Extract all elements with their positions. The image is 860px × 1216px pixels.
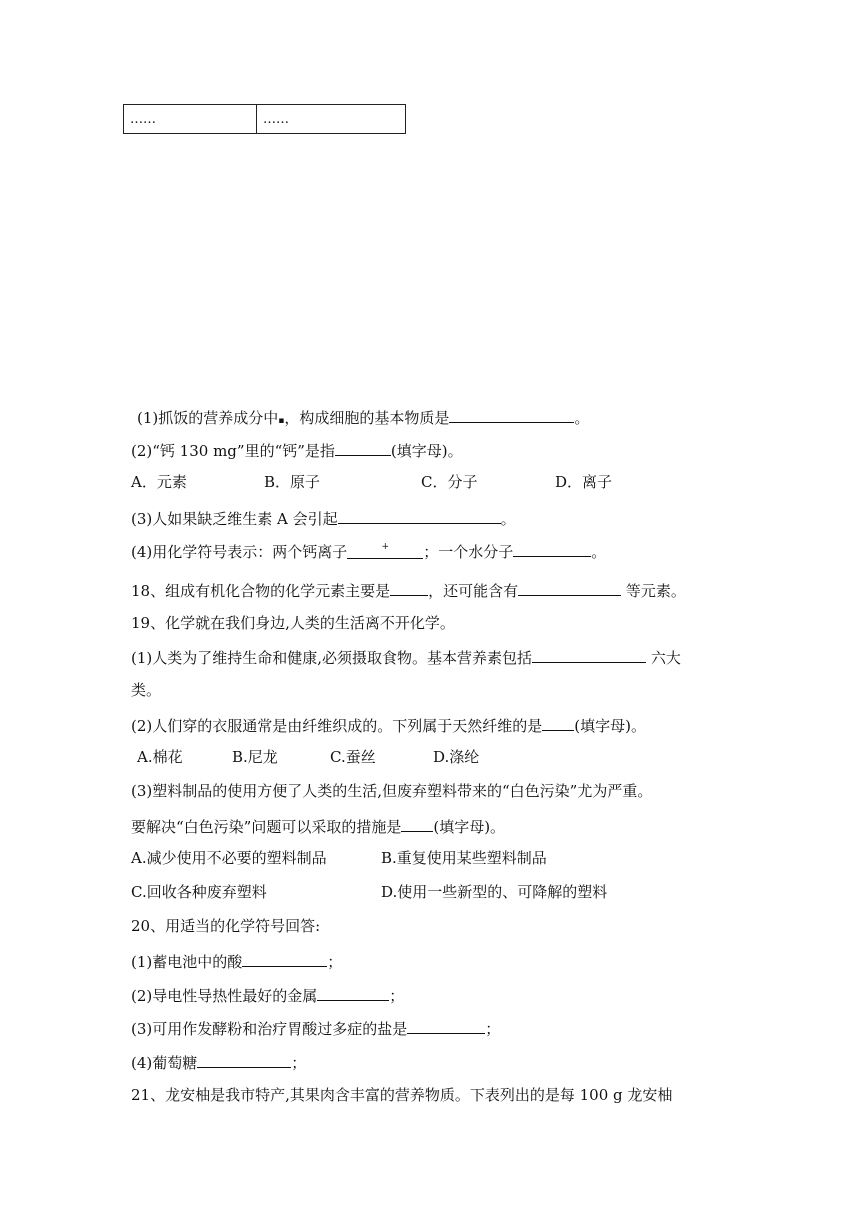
option-d: D.使用一些新型的、可降解的塑料	[381, 883, 608, 901]
answer-blank[interactable]	[513, 540, 591, 557]
q20-part3	[131, 1017, 500, 1039]
q19-stem: 19、化学就在我们身边,人类的生活离不开化学。	[131, 614, 455, 632]
punct: 。	[500, 510, 516, 528]
answer-blank[interactable]	[338, 507, 501, 524]
q17-part4-text: (4)用化学符号表示：两个钙离子	[131, 543, 348, 561]
q17-part3-text: (3)人如果缺乏维生素 A 会引起	[131, 510, 338, 528]
q19-part3-text: 要解决“白色污染”问题可以采取的措施是	[131, 818, 402, 836]
q17-part1	[137, 406, 589, 431]
superscript: +	[381, 542, 390, 552]
table-cell: ……	[124, 105, 257, 134]
q20-part4	[131, 1051, 306, 1073]
q17-part1-mark: ▪	[278, 416, 285, 426]
q17-part4	[131, 540, 606, 562]
q20-part1-text: (1)蓄电池中的酸	[131, 953, 243, 971]
q19-part3-text-b: (填字母)。	[433, 818, 506, 836]
q19-part3-cont	[131, 815, 505, 837]
q19-part3: (3)塑料制品的使用方便了人类的生活,但废弃塑料带来的“白色污染”尤为严重。	[131, 782, 653, 800]
q17-part2-text: (2)“钙 130 mg”里的“钙”是指	[131, 442, 335, 460]
answer-blank[interactable]	[401, 815, 433, 832]
table-row	[124, 105, 406, 134]
q17-part1-text-b: ，构成细胞的基本物质是	[284, 409, 450, 427]
option-b: B.重复使用某些塑料制品	[381, 849, 547, 867]
option-c: C．分子	[421, 473, 478, 491]
answer-blank[interactable]	[317, 984, 389, 1001]
q19-part1	[131, 646, 681, 668]
q20-part4-text: (4)葡萄糖	[131, 1054, 198, 1072]
answer-blank[interactable]	[242, 950, 327, 967]
answer-blank[interactable]	[518, 579, 621, 596]
q19-part1-cont: 类。	[131, 681, 162, 699]
q17-part2	[131, 439, 463, 461]
q19-part2	[131, 714, 646, 736]
option-a: A.棉花	[137, 748, 183, 766]
q17-part2-options	[131, 472, 612, 492]
q20-stem: 20、用适当的化学符号回答:	[131, 917, 321, 935]
data-table	[123, 104, 406, 134]
q19-part2-text: (2)人们穿的衣服通常是由纤维织成的。下列属于天然纤维的是	[131, 717, 543, 735]
q19-part2-options	[137, 747, 479, 767]
punct: ；	[485, 1020, 501, 1038]
option-b: B．原子	[264, 473, 321, 491]
q19-part1-text: (1)人类为了维持生命和健康,必须摄取食物。基本营养素包括	[131, 649, 533, 667]
q19-part1-text-b: 六大	[650, 649, 681, 667]
q20-part2-text: (2)导电性导热性最好的金属	[131, 987, 318, 1005]
option-d: D．离子	[555, 473, 613, 491]
option-a: A.减少使用不必要的塑料制品	[131, 849, 327, 867]
option-c: C.蚕丝	[330, 748, 376, 766]
option-d: D.涤纶	[433, 748, 480, 766]
punct: ；	[327, 953, 343, 971]
q18	[131, 579, 686, 601]
table-cell: ……	[257, 105, 406, 134]
q18-text-b: ，还可能含有	[428, 582, 519, 600]
punct: 。	[574, 409, 590, 427]
q20-part2	[131, 984, 404, 1006]
q19-part3-options-row1	[131, 848, 547, 868]
q20-part3-text: (3)可用作发酵粉和治疗胃酸过多症的盐是	[131, 1020, 408, 1038]
option-b: B.尼龙	[232, 748, 278, 766]
q19-part2-text-b: (填字母)。	[574, 717, 646, 735]
answer-blank[interactable]	[449, 406, 574, 423]
answer-blank[interactable]	[347, 542, 423, 559]
answer-blank[interactable]	[407, 1017, 485, 1034]
q17-part1-text: (1)抓饭的营养成分中	[137, 409, 279, 427]
answer-blank[interactable]	[335, 439, 391, 456]
q20-part1	[131, 950, 342, 972]
q18-text-c: 等元素。	[621, 582, 686, 600]
q17-part4-text-b: ；一个水分子	[423, 543, 514, 561]
option-a: A．元素	[131, 473, 187, 491]
answer-blank[interactable]	[532, 646, 646, 663]
punct: ；	[291, 1054, 307, 1072]
punct: ；	[389, 987, 405, 1005]
answer-blank[interactable]	[542, 714, 574, 731]
answer-blank[interactable]	[390, 579, 428, 596]
answer-blank[interactable]	[197, 1051, 291, 1068]
q19-part3-options-row2	[131, 882, 607, 902]
punct: 。	[591, 543, 607, 561]
q21-stem: 21、龙安柚是我市特产,其果肉含丰富的营养物质。下表列出的是每 100 g 龙安柚	[131, 1086, 673, 1104]
q17-part3	[131, 507, 516, 529]
option-c: C.回收各种废弃塑料	[131, 883, 267, 901]
q18-text: 18、组成有机化合物的化学元素主要是	[131, 582, 391, 600]
q17-part2-text-b: (填字母)。	[390, 442, 463, 460]
